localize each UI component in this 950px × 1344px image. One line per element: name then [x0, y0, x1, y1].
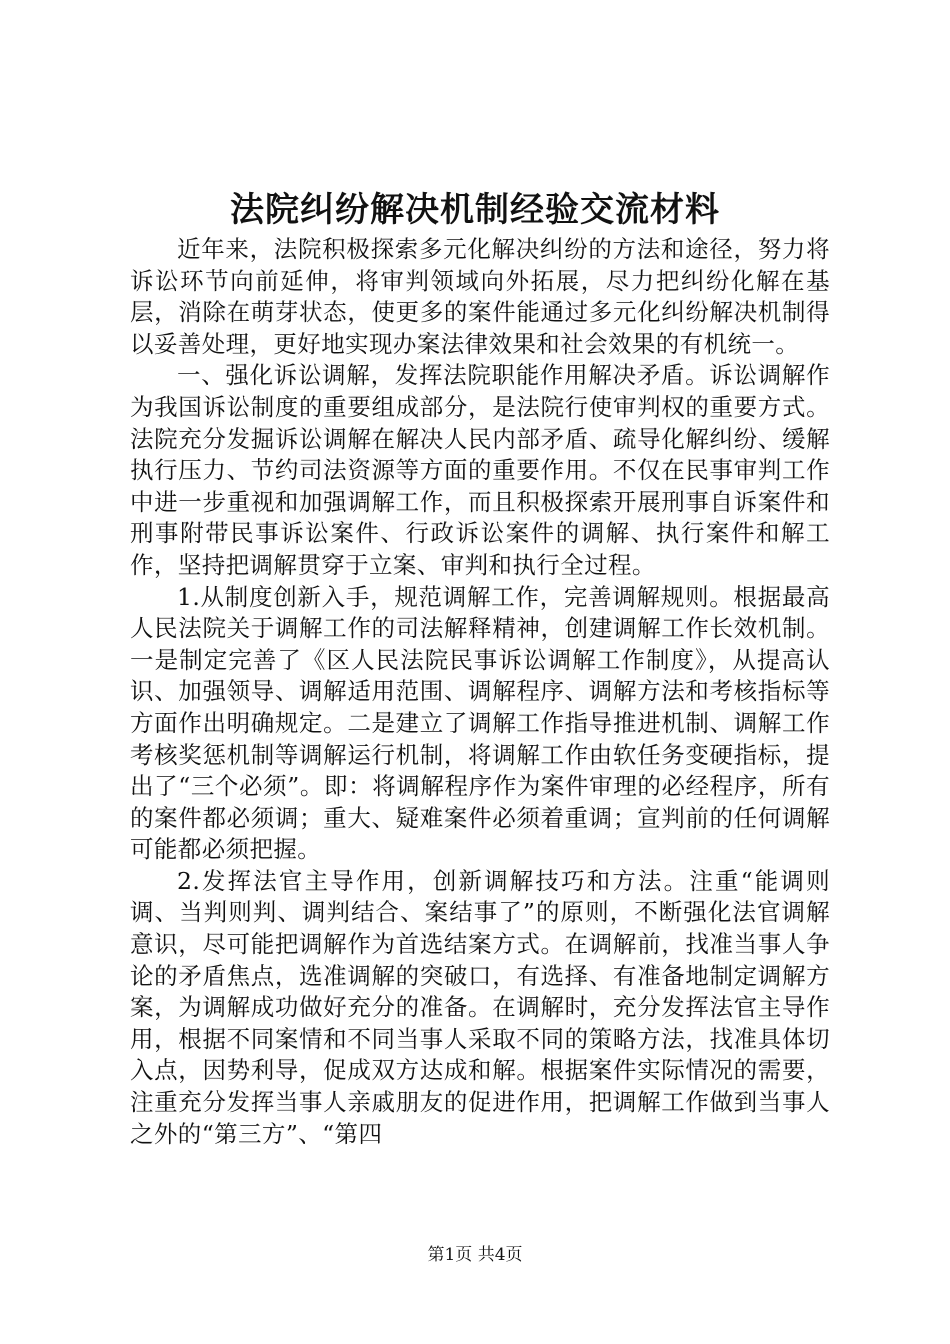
document-body — [130, 234, 830, 1150]
paragraph-item-2: 2.发挥法官主导作用，创新调解技巧和方法。注重“能调则调、当判则判、调判结合、案结事了”的原则，不断强化法官调解意识，尽可能把调解作为首选结案方式。在调解前，找准当事人争论的矛盾焦点，选准调解的突破口，有选择、有准备地制定调解方案，为调解成功做好充分的准备。在调解时，充分发挥法官主导作用，根据不同案情和不同当事人采取不同的策略方法，找准具体切入点，因势利导，促成双方达成和解。根据案件实际情况的需要，注重充分发挥当事人亲戚朋友的促进作用，把调解工作做到当事人之外的“第三方”、“第四 — [130, 866, 830, 1148]
document-title: 法院纠纷解决机制经验交流材料 — [230, 190, 720, 230]
paragraph-intro: 近年来，法院积极探索多元化解决纠纷的方法和途径，努力将诉讼环节向前延伸，将审判领域向外拓展，尽力把纠纷化解在基层，消除在萌芽状态，使更多的案件能通过多元化纠纷解决机制得以妥善处理，更好地实现办案法律效果和社会效果的有机统一。 — [130, 235, 830, 358]
paragraph-section-1: 一、强化诉讼调解，发挥法院职能作用解决矛盾。诉讼调解作为我国诉讼制度的重要组成部分，是法院行使审判权的重要方式。法院充分发掘诉讼调解在解决人民内部矛盾、疏导化解纠纷、缓解执行压力、节约司法资源等方面的重要作用。不仅在民事审判工作中进一步重视和加强调解工作，而且积极探索开展刑事自诉案件和刑事附带民事诉讼案件、行政诉讼案件的调解、执行案件和解工作，坚持把调解贯穿于立案、审判和执行全过程。 — [130, 361, 830, 579]
paragraph-item-1: 1.从制度创新入手，规范调解工作，完善调解规则。根据最高人民法院关于调解工作的司法解释精神，创建调解工作长效机制。一是制定完善了《区人民法院民事诉讼调解工作制度》，从提高认识、加强领导、调解适用范围、调解程序、调解方法和考核指标等方面作出明确规定。二是建立了调解工作指导推进机制、调解工作考核奖惩机制等调解运行机制，将调解工作由软任务变硬指标，提出了“三个必须”。即：将调解程序作为案件审理的必经程序，所有的案件都必须调；重大、疑难案件必须着重调；宣判前的任何调解可能都必须把握。 — [130, 582, 830, 864]
page-footer: 第1页 共4页 — [427, 1245, 523, 1265]
